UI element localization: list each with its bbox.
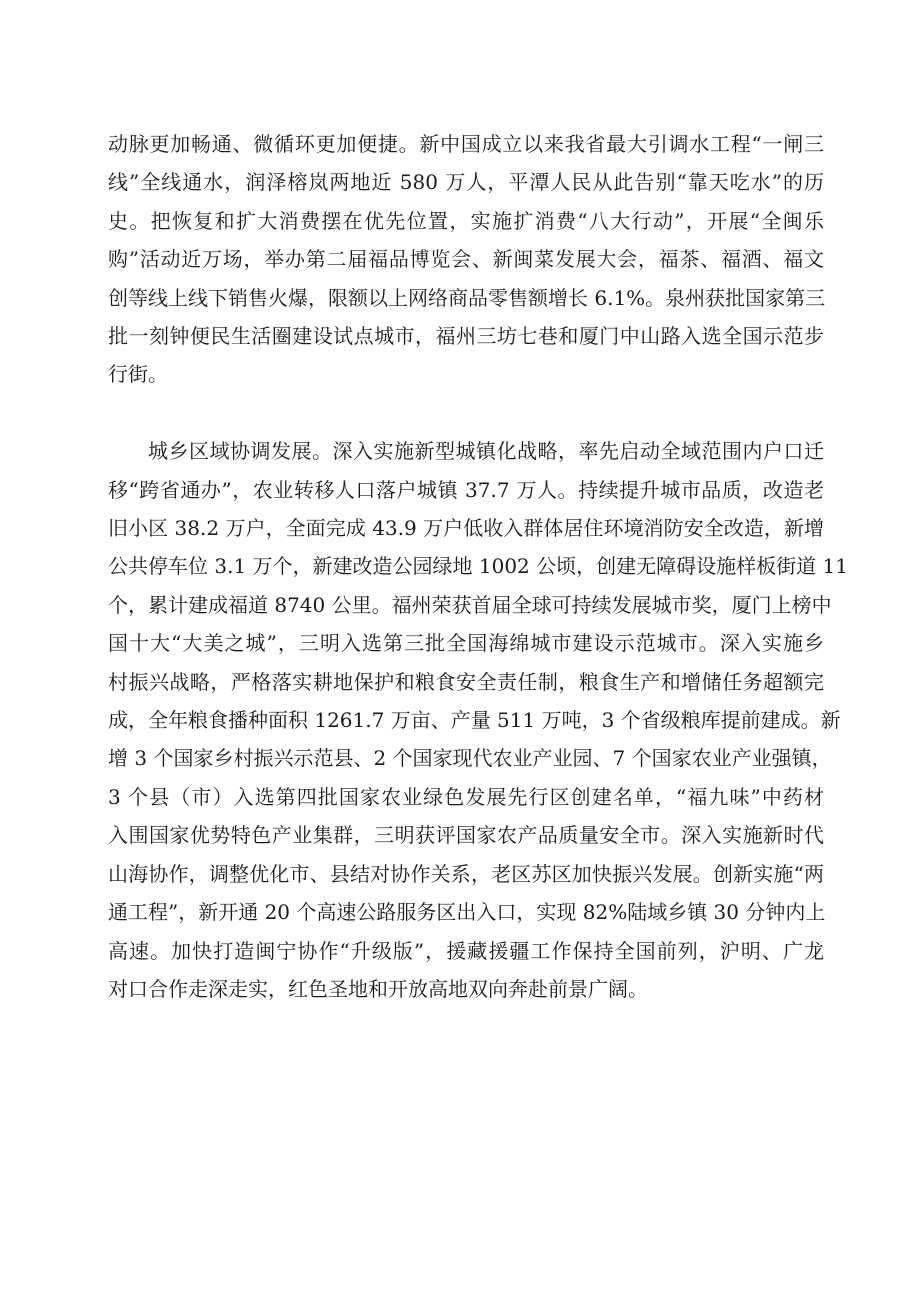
text-line: 创等线上线下销售火爆，限额以上网络商品零售额增长 6.1%。泉州获批国家第三 <box>108 285 826 310</box>
paragraph-consumption <box>108 125 824 394</box>
text-line: 批一刻钟便民生活圈建设试点城市，福州三坊七巷和厦门中山路入选全国示范步 <box>108 324 824 349</box>
text-line: 对口合作走深走实，红色圣地和开放高地双向奔赴前景广阔。 <box>108 976 648 1001</box>
text-line: 史。把恢复和扩大消费摆在优先位置，实施扩消费“八大行动”，开展“全闽乐 <box>108 208 824 233</box>
paragraph-spacer <box>108 394 824 432</box>
text-line: 高速。加快打造闽宁协作“升级版”，援藏援疆工作保持全国前列，沪明、广龙 <box>108 938 824 963</box>
text-line: 入围国家优势特色产业集群，三明获评国家农产品质量安全市。深入实施新时代 <box>108 823 824 848</box>
paragraph-urban-rural <box>108 432 848 1008</box>
text-line: 旧小区 38.2 万户，全面完成 43.9 万户低收入群体居住环境消防安全改造，新增 <box>108 516 824 541</box>
text-line: 移“跨省通办”，农业转移人口落户城镇 37.7 万人。持续提升城市品质，改造老 <box>108 477 824 502</box>
text-line: 行街。 <box>108 362 168 387</box>
text-line: 动脉更加畅通、微循环更加便捷。新中国成立以来我省最大引调水工程“一闸三 <box>108 132 824 156</box>
text-line: 个，累计建成福道 8740 公里。福州荣获首届全球可持续发展城市奖，厦门上榜中 <box>108 592 832 617</box>
text-line: 国十大“大美之城”，三明入选第三批全国海绵城市建设示范城市。深入实施乡 <box>108 631 824 656</box>
text-line: 公共停车位 3.1 万个，新建改造公园绿地 1002 公顷，创建无障碍设施样板街道 11 <box>108 554 848 579</box>
text-line: 线”全线通水，润泽榕岚两地近 580 万人，平潭人民从此告别“靠天吃水”的历 <box>108 170 824 195</box>
document-body <box>108 125 848 1008</box>
text-line: 村振兴战略，严格落实耕地保护和粮食安全责任制，粮食生产和增储任务超额完 <box>108 669 824 694</box>
text-line: 城乡区域协调发展。深入实施新型城镇化战略，率先启动全域范围内户口迁 <box>148 439 824 464</box>
text-line: 成，全年粮食播种面积 1261.7 万亩、产量 511 万吨，3 个省级粮库提前建成。新 <box>108 708 841 733</box>
text-line: 山海协作，调整优化市、县结对协作关系，老区苏区加快振兴发展。创新实施“两 <box>108 861 824 886</box>
text-line: 3 个县（市）入选第四批国家农业绿色发展先行区创建名单，“福九味”中药材 <box>108 784 824 809</box>
text-line: 通工程”，新开通 20 个高速公路服务区出入口，实现 82%陆域乡镇 30 分钟内上 <box>108 900 826 925</box>
text-line: 购”活动近万场，举办第二届福品博览会、新闽菜发展大会，福茶、福酒、福文 <box>108 247 824 272</box>
text-line: 增 3 个国家乡村振兴示范县、2 个国家现代农业产业园、7 个国家农业产业强镇， <box>108 746 832 771</box>
